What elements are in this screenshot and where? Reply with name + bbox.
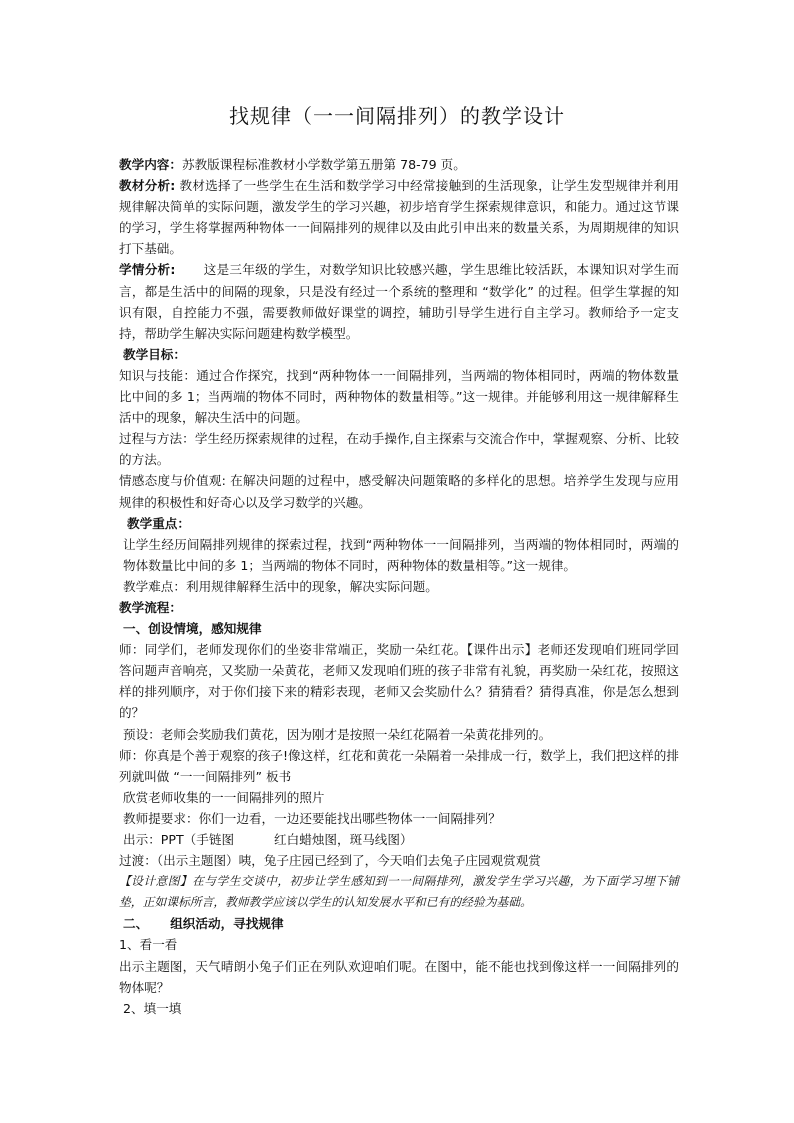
step-1-heading: 1、看一看 bbox=[119, 937, 178, 953]
material-analysis bbox=[119, 175, 679, 259]
section-1-transition: 过渡：（出示主题图）咦，兔子庄园已经到了，今天咱们去兔子庄园观赏观赏 bbox=[119, 853, 541, 869]
step-2-heading: 2、填一填 bbox=[123, 1000, 182, 1016]
section-1-photos: 欣赏老师收集的一一间隔排列的照片 bbox=[123, 789, 325, 805]
section-1-heading: 一、创设情境，感知规律 bbox=[123, 621, 262, 637]
material-analysis-label: 教材分析: bbox=[119, 178, 176, 194]
student-analysis-label: 学情分析: bbox=[119, 262, 176, 278]
teaching-content-text: 苏教版课程标准教材小学数学第五册第 78-79 页。 bbox=[181, 157, 466, 172]
step-1-text: 出示主题图，天气晴朗小兔子们正在列队欢迎咱们呢。在图中，能不能也找到像这样一一间隔排列的物体呢？ bbox=[119, 958, 679, 995]
section-1-show-b: 红白蜡烛图，斑马线图） bbox=[274, 832, 413, 847]
goal-emotion: 情感态度与价值观: 在解决问题的过程中，感受解决问题策略的多样化的思想。培养学生发现与应用规律的积极性和好奇心以及学习数学的兴趣。 bbox=[119, 473, 679, 510]
material-analysis-text: 教材选择了一些学生在生活和数学学习中经常接触到的生活现象，让学生发型规律并利用规律解决简单的实际问题，激发学生的学习兴趣，初步培育学生探索规律意识，和能力。通过这节课的学习，学生将掌握两种物体一一间隔排列的规律以及由此引申出来的数量关系，为周期规律的知识打下基础。 bbox=[119, 178, 679, 257]
section-2-number: 二、 bbox=[123, 916, 149, 932]
section-1-show-a: 出示：PPT（手链图 bbox=[123, 832, 235, 847]
section-1-teacher-1: 师：同学们，老师发现你们的坐姿非常端正，奖励一朵红花。【课件出示】老师还发现咱们班同学回答问题声音响亮，又奖励一朵黄花，老师又发现咱们班的孩子非常有礼貌，再奖励一朵红花，按照这样的排列顺序，对于你们接下来的精彩表现，老师又会奖励什么？猜猜看？猜得真准，你是怎么想到的？ bbox=[119, 642, 679, 721]
section-1-predict: 预设：老师会奖励我们黄花，因为刚才是按照一朵红花隔着一朵黄花排列的。 bbox=[123, 726, 552, 742]
goals-heading: 教学目标： bbox=[123, 346, 186, 362]
design-intent: 【设计意图】在与学生交谈中，初步让学生感知到一一间隔排列，激发学生学习兴趣，为下面学习埋下铺垫，正如课标所言，教师教学应该以学生的认知发展水平和已有的经验为基础。 bbox=[119, 874, 679, 910]
difficulty-text: 教学难点：利用规律解释生活中的现象，解决实际问题。 bbox=[123, 578, 438, 594]
section-2-heading bbox=[119, 913, 679, 934]
goal-process: 过程与方法：学生经历探索规律的过程，在动手操作,自主探索与交流合作中，掌握观察、分析、比较的方法。 bbox=[119, 431, 679, 468]
flow-heading: 教学流程： bbox=[119, 599, 182, 615]
document-body bbox=[119, 154, 679, 1019]
section-1-teacher-2: 师：你真是个善于观察的孩子!像这样，红花和黄花一朵隔着一朵排成一行，数学上，我们把这样的排列就叫做 “一一间隔排列” 板书 bbox=[119, 747, 679, 784]
goal-knowledge: 知识与技能：通过合作探究，找到“两种物体一一间隔排列，当两端的物体相同时，两端的物体数量比中间的多 1；当两端的物体不同时，两种物体的数量相等。”这一规律。并能够利用这一规律解释生活中的现象，解决生活中的问题。 bbox=[119, 367, 679, 426]
student-analysis-text: 这是三年级的学生，对数学知识比较感兴趣，学生思维比较活跃，本课知识对学生而言，都是生活中的间隔的现象，只是没有经过一个系统的整理和 “数学化” 的过程。但学生掌握的知识有限，自控能力不强，需要教师做好课堂的调控，辅助引导学生进行自主学习。教师给予一定支持，帮助学生解决实际问题建构数学模型。 bbox=[119, 262, 679, 341]
section-2-title: 组织活动，寻找规律 bbox=[170, 916, 284, 932]
teaching-content bbox=[119, 154, 679, 175]
section-1-request: 教师提要求：你们一边看，一边还要能找出哪些物体一一间隔排列？ bbox=[123, 810, 501, 826]
teaching-content-label: 教学内容： bbox=[119, 157, 182, 172]
section-1-show bbox=[119, 829, 679, 850]
focus-heading: 教学重点： bbox=[127, 515, 190, 531]
page-title: 找规律（一一间隔排列）的教学设计 bbox=[229, 104, 565, 128]
focus-text: 让学生经历间隔排列规律的探索过程，找到“两种物体一一间隔排列，当两端的物体相同时，两端的物体数量比中间的多 1；当两端的物体不同时，两种物体的数量相等。”这一规律。 bbox=[123, 536, 679, 573]
student-analysis bbox=[119, 259, 679, 343]
